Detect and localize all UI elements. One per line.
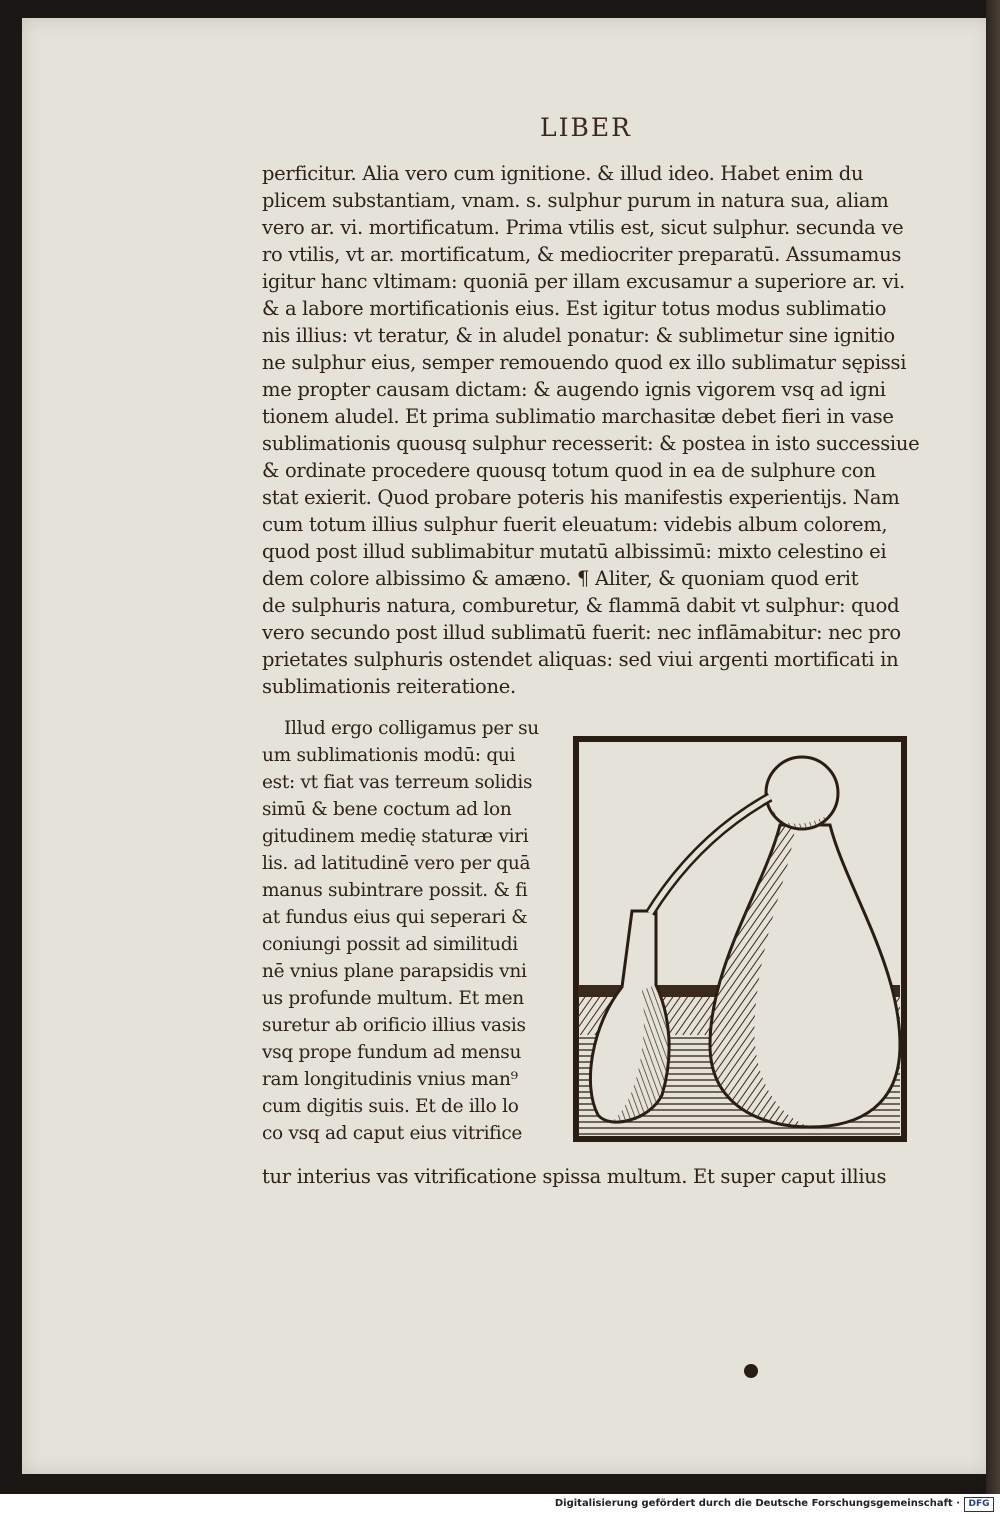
book-spine-edge: [986, 0, 1000, 1494]
running-head: LIBER: [540, 113, 632, 142]
text-line: ne sulphur eius, semper remouendo quod ex illo sublimatur sępissi: [262, 351, 907, 374]
text-line: sublimationis quousq sulphur recesserit: & postea in isto successiue: [262, 432, 920, 455]
text-line: simū & bene coctum ad lon: [262, 799, 512, 820]
text-line: est: vt fiat vas terreum solidis: [262, 772, 533, 793]
text-line: sublimationis reiteratione.: [262, 675, 516, 698]
text-line: cum totum illius sulphur fuerit eleuatum: videbis album colorem,: [262, 513, 888, 536]
text-line: stat exierit. Quod probare poteris his manifestis experientijs. Nam: [262, 486, 900, 509]
text-line: at fundus eius qui seperari &: [262, 907, 528, 928]
text-line: suretur ab orificio illius vasis: [262, 1015, 526, 1036]
text-line: & ordinate procedere quousq totum quod in ea de sulphure con: [262, 459, 876, 482]
text-line: de sulphuris natura, comburetur, & flammā dabit vt sulphur: quod: [262, 594, 900, 617]
text-line: plicem substantiam, vnam. s. sulphur purum in natura sua, aliam: [262, 189, 889, 212]
text-line: perficitur. Alia vero cum ignitione. & illud ideo. Habet enim du: [262, 162, 864, 185]
text-line: dem colore albissimo & amæno. ¶ Aliter, & quoniam quod erit: [262, 567, 859, 590]
text-line: cum digitis suis. Et de illo lo: [262, 1096, 519, 1117]
text-line: tionem aludel. Et prima sublimatio marchasitæ debet fieri in vase: [262, 405, 894, 428]
text-line: ram longitudinis vnius man⁹: [262, 1069, 518, 1090]
text-line: Illud ergo colligamus per su: [284, 718, 539, 739]
text-line: co vsq ad caput eius vitrifice: [262, 1123, 523, 1144]
woodcut-aludel-illustration: [570, 735, 910, 1145]
dfg-logo: DFG: [964, 1497, 994, 1512]
text-line: manus subintrare possit. & fi: [262, 880, 528, 901]
text-line: vero secundo post illud sublimatū fuerit: nec inflāmabitur: nec pro: [262, 621, 901, 644]
text-line: nē vnius plane parapsidis vni: [262, 961, 527, 982]
text-line: me propter causam dictam: & augendo ignis vigorem vsq ad igni: [262, 378, 886, 401]
digitization-credit: Digitalisierung gefördert durch die Deutsche Forschungsgemeinschaft ·: [554, 1498, 960, 1509]
text-line: gitudinem medię staturæ viri: [262, 826, 529, 847]
text-line: nis illius: vt teratur, & in aludel ponatur: & sublimetur sine ignitio: [262, 324, 895, 347]
text-line: vsq prope fundum ad mensu: [262, 1042, 522, 1063]
text-line: coniungi possit ad similitudi: [262, 934, 518, 955]
text-line: tur interius vas vitrificatione spissa multum. Et super caput illius: [262, 1165, 887, 1188]
text-line: um sublimationis modū: qui: [262, 745, 516, 766]
text-line: igitur hanc vltimam: quoniā per illam excusamur a superiore ar. vi.: [262, 270, 905, 293]
text-line: us profunde multum. Et men: [262, 988, 524, 1009]
text-line: ro vtilis, vt ar. mortificatum, & mediocriter preparatū. Assumamus: [262, 243, 902, 266]
text-line: & a labore mortificationis eius. Est igitur totus modus sublimatio: [262, 297, 887, 320]
text-line: vero ar. vi. mortificatum. Prima vtilis est, sicut sulphur. secunda ve: [262, 216, 904, 239]
ink-dot-mark: [744, 1364, 758, 1378]
text-line: lis. ad latitudinē vero per quā: [262, 853, 531, 874]
text-line: quod post illud sublimabitur mutatū albissimū: mixto celestino ei: [262, 540, 887, 563]
text-line: prietates sulphuris ostendet aliquas: sed viui argenti mortificati in: [262, 648, 899, 671]
